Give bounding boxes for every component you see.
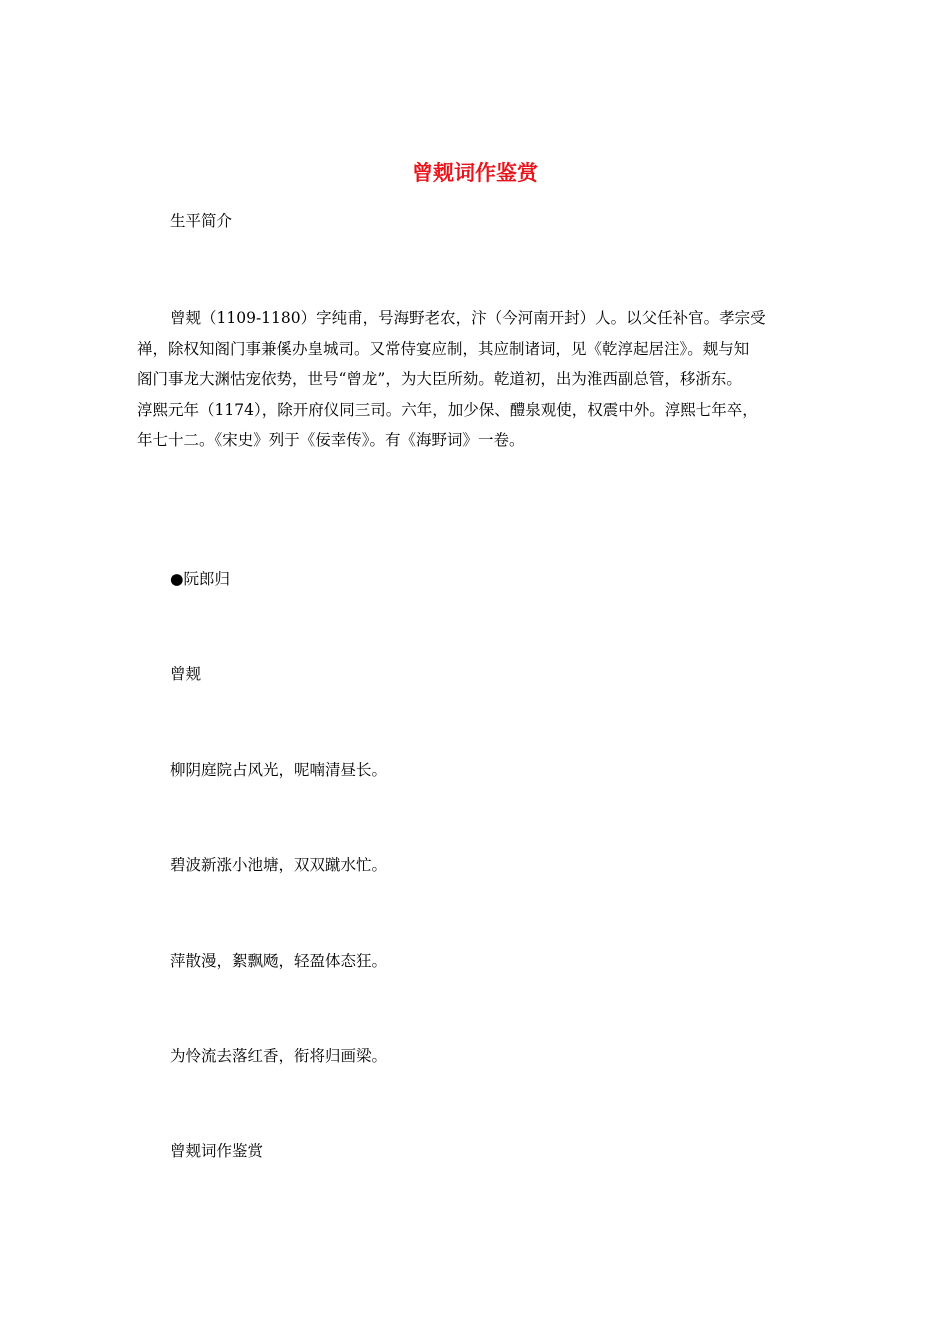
poem-line: 碧波新涨小池塘，双双蹴水忙。 (170, 856, 388, 874)
document-title: 曾觌词作鉴赏 (412, 160, 538, 185)
bio-line: 年七十二。《宋史》列于《佞幸传》。有《海野词》一卷。 (137, 431, 525, 449)
bio-heading: 生平简介 (170, 212, 233, 230)
bio-line: 曾觌（1109-1180）字纯甫，号海野老农，汴（今河南开封）人。以父任补官。孝宗受 (170, 309, 766, 327)
poem-line: 柳阴庭院占风光，呢喃清昼长。 (170, 761, 388, 779)
poem-author: 曾觌 (170, 665, 202, 683)
footer-heading: 曾觌词作鉴赏 (170, 1142, 264, 1160)
bio-line: 阁门事龙大渊怙宠依势，世号“曾龙”，为大臣所劾。乾道初，出为淮西副总管，移浙东。 (137, 370, 742, 388)
poem-line: 为怜流去落红香，衔将归画梁。 (170, 1047, 388, 1065)
bio-line: 禅，除权知阁门事兼傒办皇城司。又常侍宴应制，其应制诸词，见《乾淳起居注》。觌与知 (137, 339, 750, 358)
poem-line: 萍散漫，絮飘飏，轻盈体态狂。 (170, 952, 388, 970)
bio-line: 淳熙元年（1174），除开府仪同三司。六年，加少保、醴泉观使，权震中外。淳熙七年卒， (137, 400, 758, 419)
bio-paragraph (137, 303, 817, 456)
poem-title: ●阮郎归 (170, 570, 231, 588)
